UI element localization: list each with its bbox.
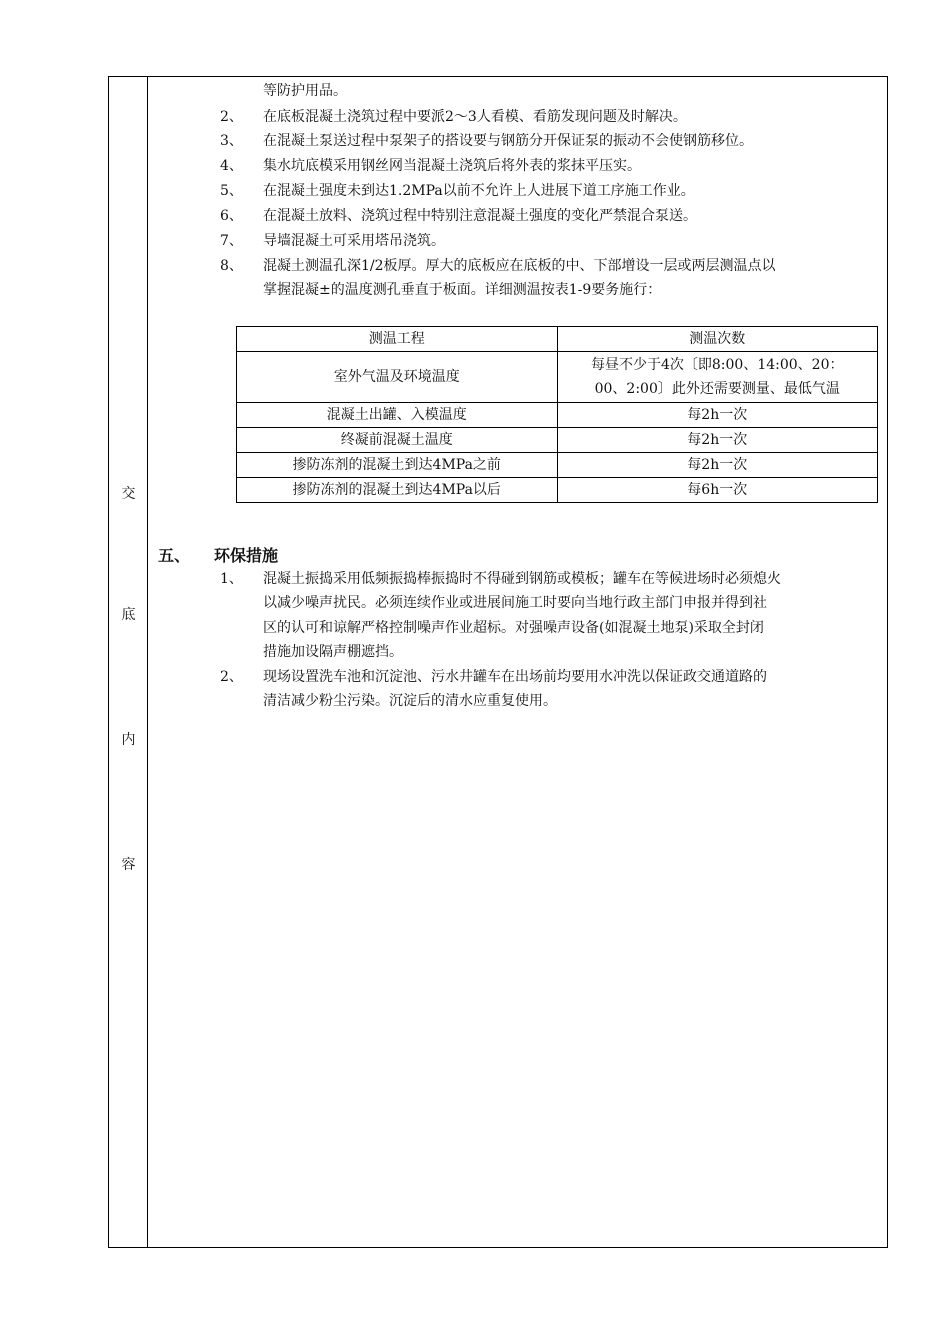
table-cell: 混凝土出罐、入模温度: [237, 403, 558, 428]
item-number: 3、: [220, 133, 243, 149]
table-cell: 每2h一次: [557, 428, 878, 453]
table-header: 测温次数: [557, 327, 878, 352]
item-text: 在底板混凝土浇筑过程中要派2～3人看模、看筋发现问题及时解决。: [263, 109, 687, 125]
section-title: 环保措施: [214, 546, 279, 565]
table-cell-line: 每昼不少于4次〔即8:00、14:00、20：: [590, 357, 844, 373]
item-text: 集水坑底模采用钢丝网当混凝土浇筑后将外表的浆抹平压实。: [263, 158, 641, 174]
content-area: [148, 77, 887, 1247]
item-number: 7、: [220, 233, 243, 249]
item-text: 措施加设隔声棚遮挡。: [263, 644, 403, 660]
table-cell: 掺防冻剂的混凝土到达4MPa之前: [237, 453, 558, 478]
side-label-char: 容: [121, 857, 136, 873]
item-text: 混凝土振捣采用低频振捣棒振捣时不得碰到钢筋或模板；罐车在等候进场时必须熄火: [263, 571, 781, 587]
side-label-char: 交: [121, 486, 136, 502]
table-cell: [557, 352, 878, 403]
item-text: 在混凝土强度未到达1.2MPa以前不允许上人进展下道工序施工作业。: [263, 183, 695, 199]
intro-line: 等防护用品。: [263, 83, 347, 99]
table-cell: 掺防冻剂的混凝土到达4MPa以后: [237, 478, 558, 503]
table-row: [237, 403, 878, 428]
item-text: 掌握混凝±的温度测孔垂直于板面。详细测温按表1-9要务施行：: [263, 282, 662, 298]
temperature-table: [236, 326, 878, 503]
side-label-column: [109, 77, 148, 1247]
side-label-char: 内: [121, 732, 136, 748]
item-text: 以减少噪声扰民。必须连续作业或进展间施工时要向当地行政主部门申报并得到社: [263, 595, 767, 611]
document-frame: [108, 76, 888, 1248]
item-text: 混凝土测温孔深1/2板厚。厚大的底板应在底板的中、下部增设一层或两层测温点以: [263, 258, 776, 274]
item-text: 清洁减少粉尘污染。沉淀后的清水应重复使用。: [263, 693, 557, 709]
item-text: 现场设置洗车池和沉淀池、污水井罐车在出场前均要用水冲洗以保证政交通道路的: [263, 669, 767, 685]
table-row: [237, 352, 878, 403]
item-number: 6、: [220, 208, 243, 224]
table-header: 测温工程: [237, 327, 558, 352]
item-number: 2、: [220, 109, 243, 125]
item-text: 在混凝土泵送过程中泵架子的搭设要与钢筋分开保证泵的振动不会使钢筋移位。: [263, 133, 753, 149]
table-row: [237, 428, 878, 453]
table-header-row: [237, 327, 878, 352]
side-label-char: 底: [121, 607, 136, 623]
table-cell: 每6h一次: [557, 478, 878, 503]
table-cell-line: 00、2:00〕此外还需要测量、最低气温: [594, 381, 840, 397]
item-number: 8、: [220, 258, 243, 274]
section-number: 五、: [158, 546, 191, 565]
item-number: 2、: [220, 669, 243, 685]
item-number: 5、: [220, 183, 243, 199]
table-cell: 每2h一次: [557, 403, 878, 428]
item-number: 4、: [220, 158, 243, 174]
item-number: 1、: [220, 571, 243, 587]
item-text: 区的认可和谅解严格控制噪声作业超标。对强噪声设备(如混凝土地泵)采取全封闭: [263, 620, 764, 636]
table-cell: 终凝前混凝土温度: [237, 428, 558, 453]
table-row: [237, 478, 878, 503]
item-text: 在混凝土放料、浇筑过程中特别注意混凝土强度的变化严禁混合泵送。: [263, 208, 697, 224]
table-row: [237, 453, 878, 478]
table-cell: 每2h一次: [557, 453, 878, 478]
table-cell: 室外气温及环境温度: [237, 352, 558, 403]
item-text: 导墙混凝土可采用塔吊浇筑。: [263, 233, 445, 249]
